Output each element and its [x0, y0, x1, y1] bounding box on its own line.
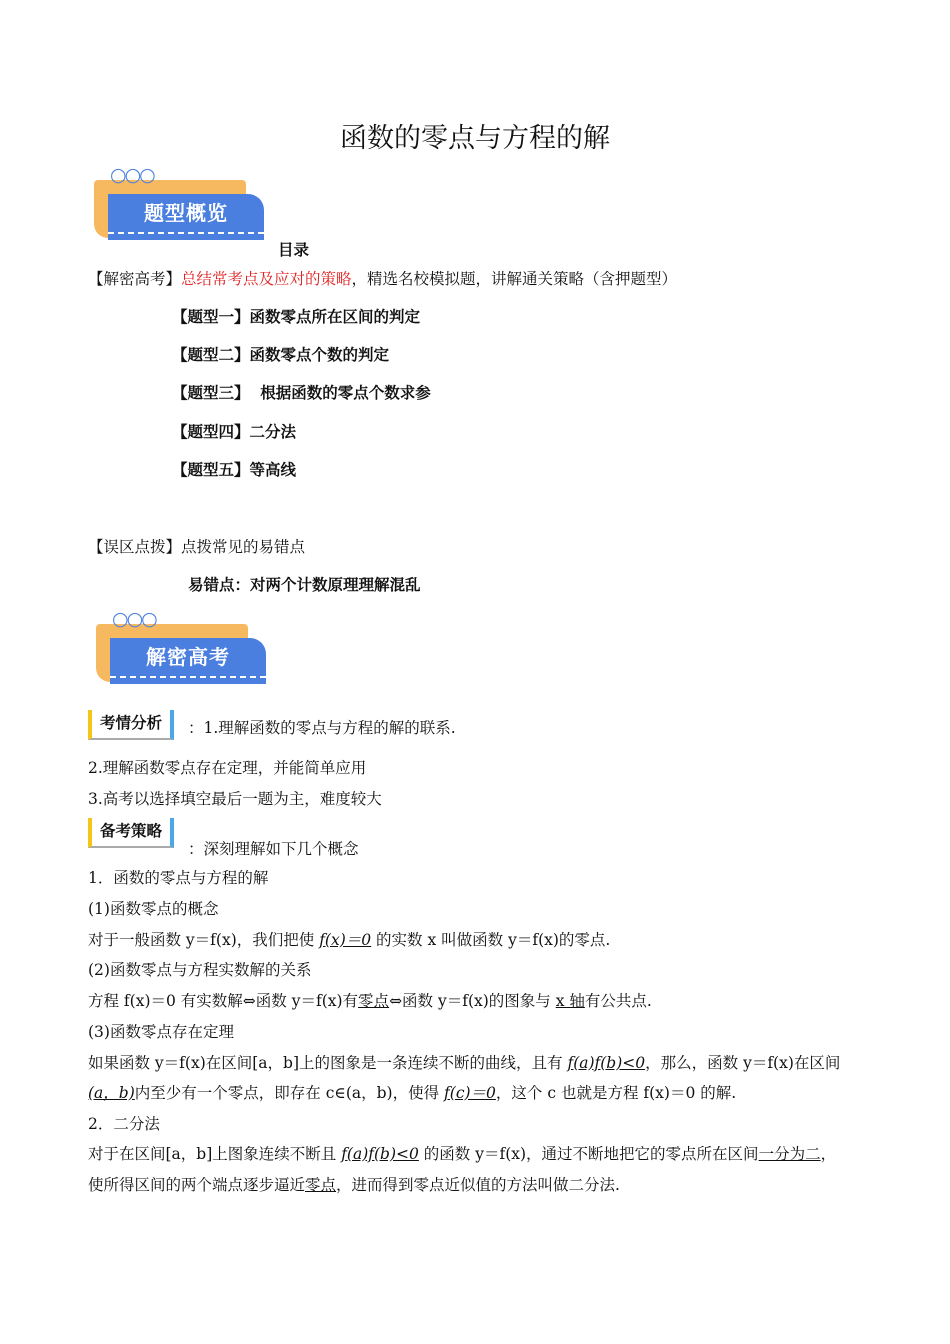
strategy-subheading-1: (1)函数零点的概念 [88, 900, 219, 918]
strategy-text-relation: 方程 f(x)＝0 有实数解⇔函数 y＝f(x)有零点⇔函数 y＝f(x)的图象与 x 轴有公共点. [88, 992, 652, 1010]
strategy-text-bisection-1: 对于在区间[a，b]上图象连续不断且 f(a)f(b)<0 的函数 y＝f(x)，通过不断地把它的零点所在区间一分为二， [88, 1145, 837, 1163]
analysis-line-1: ：1.理解函数的零点与方程的解的联系. [188, 719, 456, 737]
toc-item-2[interactable]: 【题型二】函数零点个数的判定 [172, 346, 390, 364]
analysis-line-2: 2.理解函数零点存在定理，并能简单应用 [88, 759, 367, 777]
strategy-tag: 备考策略 [88, 818, 174, 848]
toc-intro: 【解密高考】总结常考点及应对的策略，精选名校模拟题，讲解通关策略（含押题型） [88, 270, 678, 288]
section-badge-exam [96, 608, 278, 696]
analysis-tag: 考情分析 [88, 710, 174, 740]
error-line: 【误区点拨】点拨常见的易错点 [88, 538, 306, 556]
section-badge-overview [94, 164, 276, 252]
toc-item-4[interactable]: 【题型四】二分法 [172, 423, 297, 441]
badge-label: 题型概览 [144, 201, 228, 225]
page-title: 函数的零点与方程的解 [340, 123, 610, 154]
strategy-subheading-3: (3)函数零点存在定理 [88, 1023, 234, 1041]
ring-binder-icon: ○○○ [112, 608, 156, 630]
strategy-line-0: ：深刻理解如下几个概念 [188, 840, 359, 858]
strategy-text-zero-def: 对于一般函数 y＝f(x)，我们把使 f(x)＝0 的实数 x 叫做函数 y＝f(x)的零点. [88, 931, 611, 949]
strategy-heading-2: 2．二分法 [88, 1115, 160, 1133]
strategy-subheading-2: (2)函数零点与方程实数解的关系 [88, 961, 312, 979]
strategy-text-theorem-2: (a，b)内至少有一个零点，即存在 c∈(a，b)，使得 f(c)＝0，这个 c 也就是方程 f(x)＝0 的解. [88, 1084, 737, 1102]
strategy-text-theorem-1: 如果函数 y＝f(x)在区间[a，b]上的图象是一条连续不断的曲线，且有 f(a)f(b)<0，那么，函数 y＝f(x)在区间 [88, 1054, 841, 1072]
toc-label: 目录 [278, 241, 310, 259]
badge-label: 解密高考 [146, 645, 230, 669]
toc-item-5[interactable]: 【题型五】等高线 [172, 461, 297, 479]
strategy-heading-1: 1．函数的零点与方程的解 [88, 869, 269, 887]
error-item[interactable]: 易错点：对两个计数原理理解混乱 [188, 576, 421, 594]
toc-item-3[interactable]: 【题型三】 根据函数的零点个数求参 [172, 384, 431, 402]
toc-item-1[interactable]: 【题型一】函数零点所在区间的判定 [172, 308, 421, 326]
ring-binder-icon: ○○○ [110, 164, 154, 186]
analysis-line-3: 3.高考以选择填空最后一题为主，难度较大 [88, 790, 382, 808]
strategy-text-bisection-2: 使所得区间的两个端点逐步逼近零点，进而得到零点近似值的方法叫做二分法. [88, 1176, 620, 1194]
